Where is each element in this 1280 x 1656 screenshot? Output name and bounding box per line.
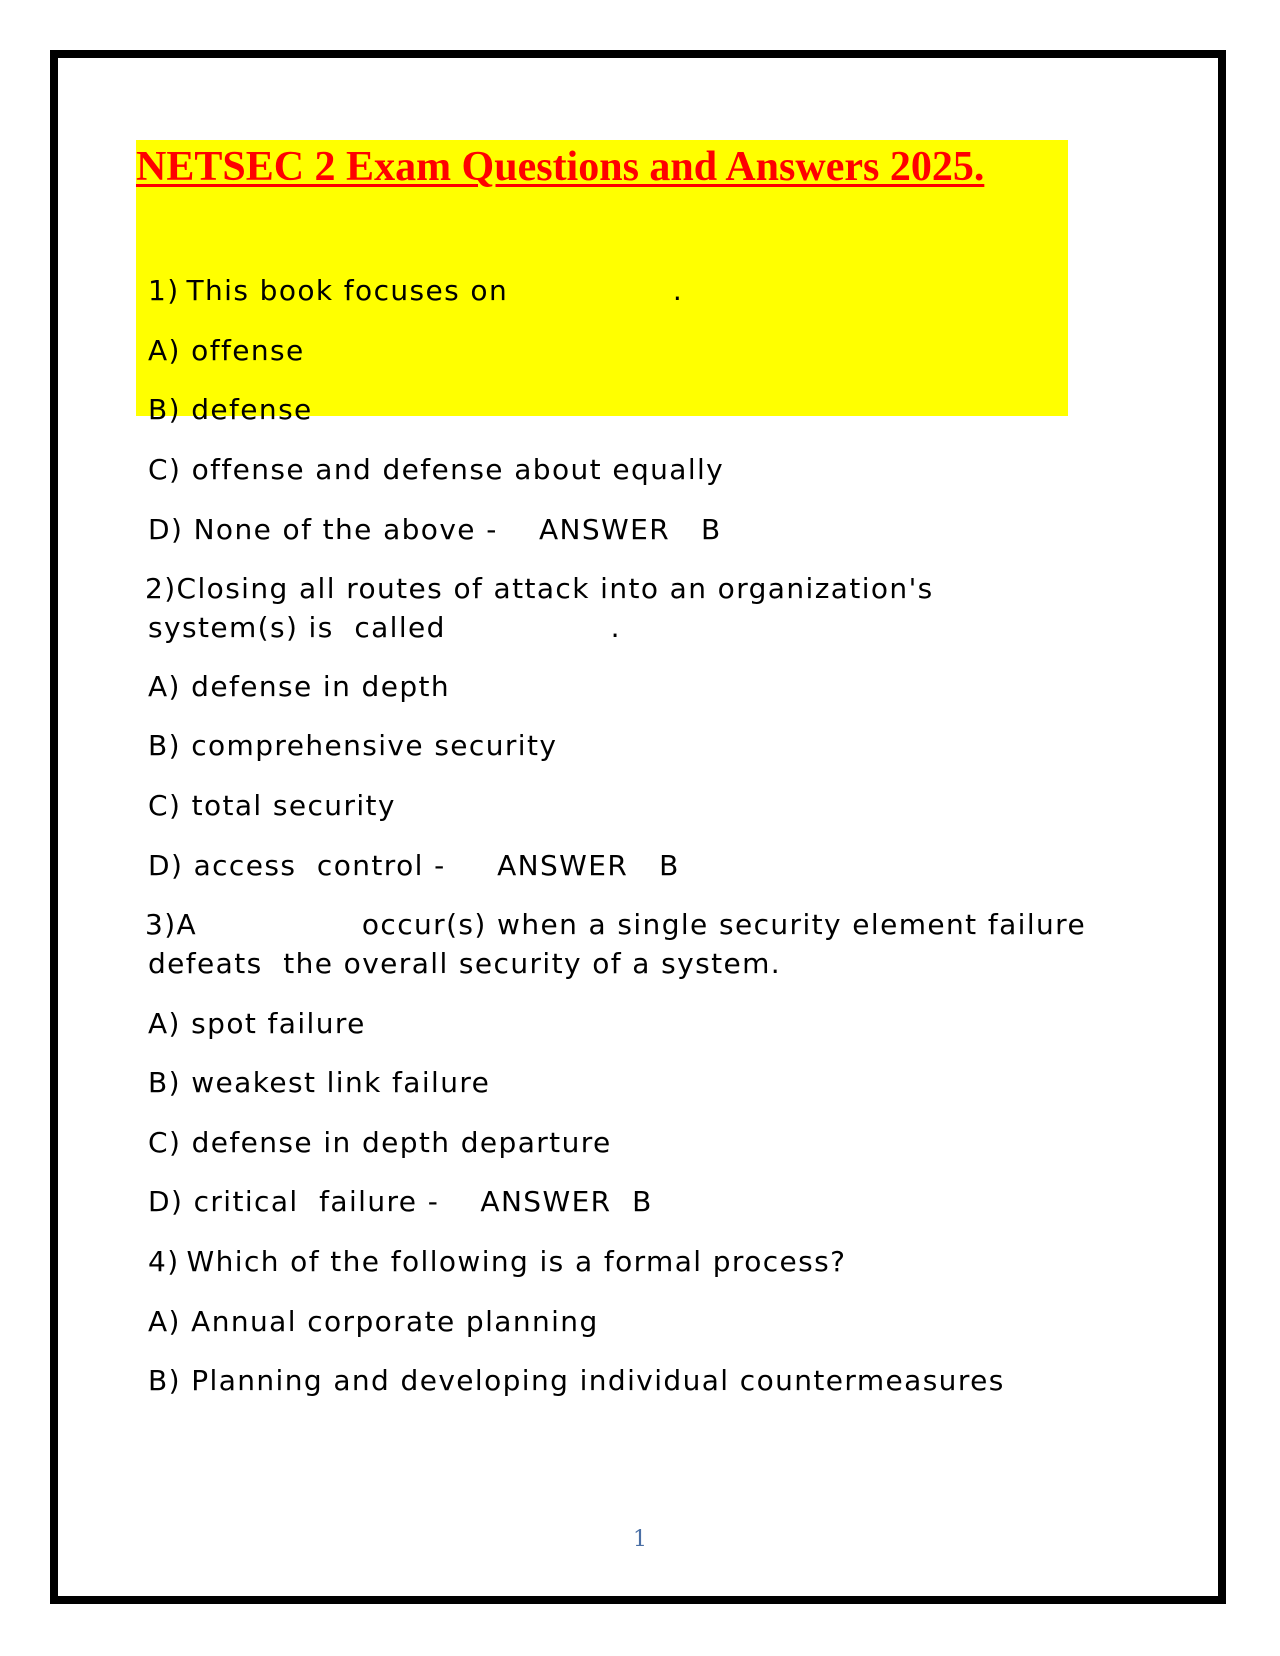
- question-2-option-d: D) access control - ANSWER B: [148, 849, 680, 882]
- question-1-option-d: D) None of the above - ANSWER B: [148, 513, 722, 546]
- question-2-option-b: B) comprehensive security: [148, 729, 558, 762]
- question-4-prompt: 4) Which of the following is a formal process?: [148, 1245, 847, 1278]
- question-3-option-d: D) critical failure - ANSWER B: [148, 1185, 653, 1218]
- question-4-option-a: A) Annual corporate planning: [148, 1305, 599, 1338]
- question-1-option-a: A) offense: [148, 334, 305, 367]
- question-3-option-b: B) weakest link failure: [148, 1066, 491, 1099]
- question-1-option-c: C) offense and defense about equally: [148, 453, 725, 486]
- page-title: NETSEC 2 Exam Questions and Answers 2025.: [136, 144, 985, 190]
- question-2-prompt-line-2: system(s) is called .: [148, 611, 621, 644]
- question-1-option-b: B) defense: [148, 393, 313, 426]
- question-3-prompt-line-2: defeats the overall security of a system.: [148, 947, 782, 980]
- page-number: 1: [633, 1527, 647, 1552]
- question-4-option-b: B) Planning and developing individual countermeasures: [148, 1364, 1005, 1397]
- question-2-option-c: C) total security: [148, 789, 396, 822]
- question-2-prompt-line-1: 2)Closing all routes of attack into an organization's: [145, 572, 934, 605]
- question-3-prompt-line-1: 3)A occur(s) when a single security element failure: [145, 908, 1087, 941]
- question-3-option-c: C) defense in depth departure: [148, 1126, 612, 1159]
- question-1-prompt: 1) This book focuses on .: [148, 274, 684, 307]
- question-3-option-a: A) spot failure: [148, 1007, 366, 1040]
- question-2-option-a: A) defense in depth: [148, 670, 451, 703]
